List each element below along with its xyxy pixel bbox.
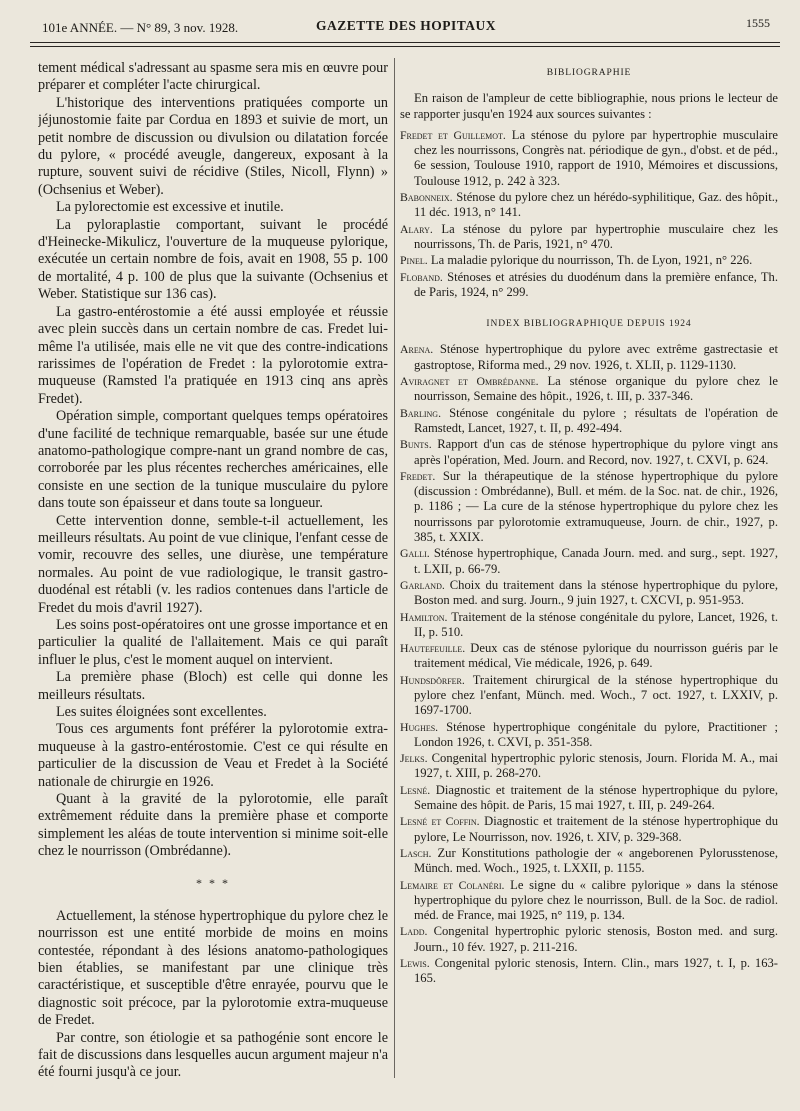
reference-author: Fredet et Guillemot. — [400, 127, 506, 142]
reference-author: Arena. — [400, 342, 434, 357]
reference-text: Choix du traitement dans la sténose hypertrophique du pylore, Boston med. and surg. Journ., 9 juin 1927, t. CXCVI, p. 951-953. — [414, 577, 778, 608]
reference-text: La sténose du pylore par hypertrophie musculaire chez les nourrissons, Th. de Paris, 1921, n° 470. — [414, 221, 778, 251]
paragraph: Par contre, son étiologie et sa pathogénie sont encore le fait de discussions dans lesquelles aucun argument majeur n'a été fourni jusqu'à ce jour. — [38, 1029, 388, 1081]
column-divider — [394, 58, 395, 1078]
reference-entry — [400, 546, 778, 577]
reference-entry — [400, 720, 778, 751]
paragraph: Actuellement, la sténose hypertrophique du pylore chez le nourrisson est une entité morbide de moins en moins contestée, répondant à des lésions anatomo-pathologiques bien établies, se manifestant par une clinique très caractéristique, et susceptible d'être enrayée, pourvu que le diagnostic soit précoce, par la pylorotomie extra-muqueuse de Fredet. — [38, 907, 388, 1029]
reference-text: Le signe du « calibre pylorique » dans la sténose hypertrophique du pylore chez le nourrisson, Bull. de la Soc. de radiol. méd. de France, mai 1925, n° 119, p. 134. — [414, 877, 778, 923]
paragraph: La gastro-entérostomie a été aussi employée et réussie avec plein succès dans un certain nombre de cas. Fredet lui-même l'a utilisée, mais elle ne vit que des contre-indications rarissimes de l'opération de Fredet : la pylorotomie extra-muqueuse (Ramsted l'a pratiquée en 1913 cinq ans après Fredet). — [38, 303, 388, 407]
reference-entry — [400, 270, 778, 301]
index-title: INDEX BIBLIOGRAPHIQUE DEPUIS 1924 — [486, 319, 692, 330]
reference-text: Deux cas de sténose pylorique du nourrisson guéris par le traitement médical, Vie médicale, 1926, p. 649. — [414, 641, 778, 671]
reference-author: Hautefeuille. — [400, 641, 466, 656]
section-separator: * * * — [196, 875, 230, 890]
paragraph: L'historique des interventions pratiquées comporte un jéjunostomie faite par Cordua en 1893 et suivie de mort, un petit nombre de discussion ou divulsion ou dilatation forcée du pylore, « procédé aveugle, dangereux, exposant à la rupture, souvent suivi de récidive (Stiles, Nicoll, Flynn) » (Ochsenius et Weber). — [38, 94, 388, 198]
reference-entry — [400, 610, 778, 641]
journal-title: GAZETTE DES HOPITAUX — [315, 18, 497, 33]
paragraph: Les soins post-opératoires ont une grosse importance et en particulier la qualité de l'allaitement. Mais ce qui paraît influer le plus, c'est le moment auquel on intervient. — [38, 617, 388, 668]
paragraph: La pylorectomie est excessive et inutile. — [56, 199, 284, 216]
reference-text: Sténose hypertrophique congénitale du pylore, Practitioner ; London 1926, t. CXVI, p. 351-358. — [414, 719, 778, 749]
reference-entry — [400, 814, 778, 845]
reference-text: Congenital pyloric stenosis, Intern. Clin., mars 1927, t. I, p. 163-165. — [414, 956, 778, 986]
reference-author: Floband. — [400, 269, 443, 284]
reference-author: Hamilton. — [400, 609, 448, 624]
reference-text: Traitement chirurgical de la sténose hypertrophique du pylore chez l'enfant, Münch. med. Woch., 7 oct. 1927, t. LXXIV, p. 1697-1700. — [414, 672, 778, 718]
reference-author: Lesné et Coffin. — [400, 814, 480, 829]
reference-author: Galli. — [400, 546, 430, 561]
reference-text: Congenital hypertrophic pyloric stenosis, Journ. Florida M. A., mai 1927, t. XIII, p. 268-270. — [414, 751, 778, 781]
reference-text: Sténoses et atrésies du duodénum dans la première enfance, Th. de Paris, 1924, n° 299. — [414, 269, 778, 299]
reference-author: Hughes. — [400, 719, 439, 734]
reference-text: La sténose du pylore par hypertrophie musculaire chez les nourrissons, Congrès nat. périodique de gyn., d'obst. et de péd., 6e session, Toulouse 1910, rapport de 1910, Mémoires et discussions, Toulouse 1912, p. 242 à 323. — [414, 127, 778, 188]
paragraph: Cette intervention donne, semble-t-il actuellement, les meilleurs résultats. Au point de vue clinique, l'enfant cesse de vomir, recouvre des selles, une diurèse, une température normales. Au point de vue radiologique, le transit gastro-duodénal est rétabli (v. les radios contenues dans l'article de Fredet du mois d'avril 1927). — [38, 512, 388, 616]
reference-author: Lewis. — [400, 956, 430, 971]
running-header — [42, 14, 770, 40]
reference-entry — [400, 190, 778, 221]
reference-entry — [400, 924, 778, 955]
reference-author: Garland. — [400, 577, 445, 592]
reference-entry — [400, 846, 778, 877]
reference-text: Diagnostic et traitement de la sténose hypertrophique du pylore, Le Nourrisson, nov. 1926, t. XIV, p. 329-368. — [414, 814, 778, 844]
reference-author: Ladd. — [400, 924, 428, 939]
reference-author: Jelks. — [400, 751, 428, 766]
reference-entry — [400, 878, 778, 924]
reference-text: Rapport d'un cas de sténose hypertrophique du pylore vingt ans après l'opération, Med. Journ. and Record, nov. 1927, t. CXVI, p. 624. — [414, 437, 778, 467]
reference-entry — [400, 406, 778, 437]
reference-author: Aviragnet et Ombrédanne. — [400, 374, 539, 389]
reference-author: Lesné. — [400, 782, 431, 797]
reference-author: Lemaire et Colanéri. — [400, 877, 505, 892]
reference-text: Sténose du pylore chez un hérédo-syphilitique, Gaz. des hôpit., 11 déc. 1913, n° 141. — [414, 190, 778, 220]
paragraph: La première phase (Bloch) est celle qui donne les meilleurs résultats. — [38, 669, 388, 703]
paragraph: tement médical s'adressant au spasme sera mis en œuvre pour préparer et compléter l'acte chirurgical. — [38, 60, 388, 94]
right-column — [400, 60, 778, 988]
reference-text: Traitement de la sténose congénitale du pylore, Lancet, 1926, t. II, p. 510. — [414, 609, 778, 639]
reference-author: Fredet. — [400, 468, 436, 483]
reference-text: Sténose hypertrophique, Canada Journ. med. and surg., sept. 1927, t. LXII, p. 66-79. — [414, 546, 778, 576]
left-column — [38, 60, 388, 1082]
reference-text: La maladie pylorique du nourrisson, Th. de Lyon, 1921, n° 226. — [430, 253, 753, 268]
reference-author: Alary. — [400, 221, 433, 236]
reference-author: Babonneix. — [400, 190, 453, 205]
bibliography-title: BIBLIOGRAPHIE — [546, 68, 632, 78]
reference-entry — [400, 253, 778, 268]
reference-text: Congenital hypertrophic pyloric stenosis, Boston med. and surg. Journ., 10 fév. 1927, p. 211-216. — [414, 924, 778, 954]
reference-entry — [400, 128, 778, 189]
index-list — [400, 342, 778, 986]
reference-text: La sténose organique du pylore chez le nourrisson, Semaine des hôpit., 1926, t. III, p. 337-346. — [414, 374, 778, 404]
paragraph: Les suites éloignées sont excellentes. — [56, 704, 267, 721]
reference-entry — [400, 374, 778, 405]
reference-entry — [400, 641, 778, 672]
reference-author: Hundsdörfer. — [400, 672, 465, 687]
reference-entry — [400, 342, 778, 373]
reference-entry — [400, 222, 778, 253]
paragraph: La pyloraplastie comportant, suivant le procédé d'Heinecke-Mikulicz, l'ouverture de la muqueuse pylorique, exécutée un certain nombre de fois, avait en 1908, 55 p. 100 de mortalité, 4 p. 100 de plus que la suivante (Ochsenius et Weber. Statistique sur 136 cas). — [38, 216, 388, 303]
reference-entry — [400, 578, 778, 609]
paragraph: Opération simple, comportant quelques temps opératoires d'une facilité de technique remarquable, basée sur une étude anatomo-pathologique compre-nant un grand nombre de cas, corroborée par les plus récentes recherches américaines, elle consiste en une section de la tunique musculaire du pylore dans toute son épaisseur et dans toute sa longueur. — [38, 408, 388, 512]
bibliography-list — [400, 128, 778, 300]
reference-author: Barling. — [400, 405, 442, 420]
paragraph: Tous ces arguments font préférer la pylorotomie extra-muqueuse à la gastro-entérostomie. C'est ce qui résulte en particulier de la discussion de Veau et Fredet à la Société nationale de chirurgie en 1926. — [38, 721, 388, 790]
page-number: 1555 — [746, 16, 770, 30]
reference-entry — [400, 956, 778, 987]
reference-entry — [400, 783, 778, 814]
reference-text: Sténose hypertrophique du pylore avec extrême gastrectasie et gastroptose, Riforma med., 29 nov. 1926, t. XLII, p. 1129-1130. — [414, 342, 778, 372]
header-rule-thin — [30, 46, 780, 47]
reference-entry — [400, 437, 778, 468]
reference-entry — [400, 469, 778, 545]
reference-text: Sténose congénitale du pylore ; résultats de l'opération de Ramstedt, Lancet, 1927, t. II, p. 492-494. — [414, 405, 778, 435]
issue-info: 101e ANNÉE. — N° 89, 3 nov. 1928. — [42, 20, 239, 35]
reference-entry — [400, 751, 778, 782]
reference-text: Diagnostic et traitement de la sténose hypertrophique du pylore, Semaine des hôpit. de Paris, 15 mai 1927, t. III, p. 249-264. — [414, 782, 778, 813]
reference-entry — [400, 673, 778, 719]
reference-author: Bunts. — [400, 437, 432, 452]
bibliography-intro: En raison de l'ampleur de cette bibliographie, nous prions le lecteur de se rapporter jusqu'en 1924 aux sources suivantes : — [400, 91, 778, 121]
header-rule-thick — [30, 42, 780, 43]
reference-author: Lasch. — [400, 845, 432, 860]
reference-author: Pinel. — [400, 253, 428, 268]
reference-text: Sur la thérapeutique de la sténose hypertrophique du pylore (discussion : Ombrédanne), Bull. et mém. de la Soc. nat. de chir., 1926, p. 1186 ; — La cure de la sténose hypertrophique du pylore chez les nourrissons par pylorotomie extramuqueuse, Journ. de chir., 1927, p. 385, t. XXIX. — [414, 468, 778, 545]
reference-text: Zur Konstitutions pathologie der « angeborenen Pylorusstenose, Münch. med. Woch., 1925, t. LXXII, p. 1155. — [414, 845, 778, 876]
paragraph: Quant à la gravité de la pylorotomie, elle paraît extrêmement réduite dans la première phase et comporte simplement les aléas de toute intervention si minime soit-elle chez le nourrisson (Ombrédanne). — [38, 791, 388, 860]
